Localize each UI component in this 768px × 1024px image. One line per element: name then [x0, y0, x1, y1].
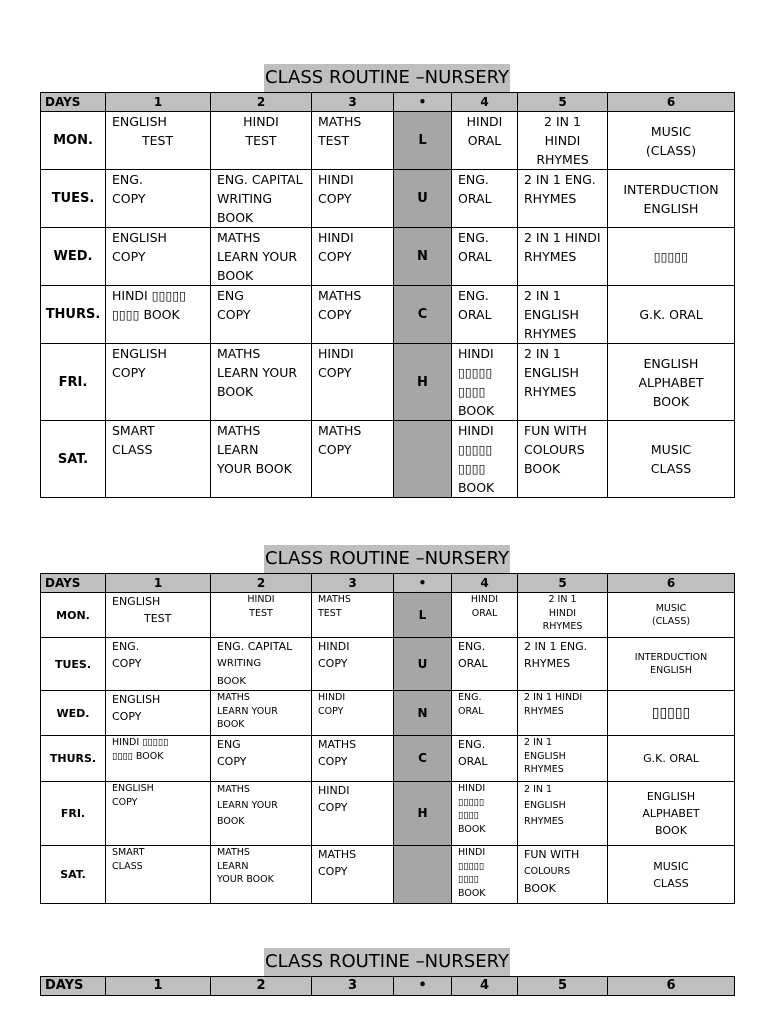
table-row: [41, 112, 735, 170]
period-cell: MUSIC CLASS: [608, 421, 735, 498]
period-cell: ENG. COPY: [106, 170, 211, 228]
period-cell: HINDI TEST: [211, 593, 312, 638]
period-cell: ENG. ORAL: [452, 170, 518, 228]
period-cell: MATHS LEARN YOUR BOOK: [211, 691, 312, 736]
period-cell: HINDI ▯▯▯▯▯ ▯▯▯▯ BOOK: [452, 846, 518, 904]
period-cell: 2 IN 1 HINDI RHYMES: [518, 691, 608, 736]
day-cell: FRI.: [41, 782, 106, 846]
period-cell: 2 IN 1 ENG. RHYMES: [518, 170, 608, 228]
header-period-5: 5: [518, 574, 608, 593]
period-cell: HINDI ▯▯▯▯▯ ▯▯▯▯ BOOK: [106, 286, 211, 344]
period-cell: ENGLISH TEST: [106, 593, 211, 638]
day-cell: TUES.: [41, 170, 106, 228]
header-period-6: 6: [608, 93, 735, 112]
period-cell: HINDI COPY: [312, 782, 394, 846]
period-cell: MATHS LEARN YOUR BOOK: [211, 782, 312, 846]
header-period-4: 4: [452, 93, 518, 112]
period-cell: ENG. CAPITAL WRITING BOOK: [211, 170, 312, 228]
lunch-cell: [394, 421, 452, 498]
routine-title: CLASS ROUTINE –NURSERY: [264, 545, 510, 573]
routine-title: CLASS ROUTINE –NURSERY: [264, 948, 510, 976]
period-cell: ENG. ORAL: [452, 736, 518, 782]
period-cell: MUSIC CLASS: [608, 846, 735, 904]
period-cell: HINDI COPY: [312, 638, 394, 691]
period-cell: 2 IN 1 ENG. RHYMES: [518, 638, 608, 691]
day-cell: WED.: [41, 228, 106, 286]
period-cell: 2 IN 1 HINDI RHYMES: [518, 228, 608, 286]
period-cell: INTERDUCTION ENGLISH: [608, 638, 735, 691]
header-row: [41, 574, 735, 593]
table-row: [41, 286, 735, 344]
period-cell: ENGLISH ALPHABET BOOK: [608, 344, 735, 421]
period-cell: ENG COPY: [211, 736, 312, 782]
routine-table-1: [40, 64, 734, 498]
period-cell: ▯▯▯▯▯: [608, 228, 735, 286]
period-cell: ENGLISH COPY: [106, 228, 211, 286]
day-cell: FRI.: [41, 344, 106, 421]
lunch-cell: U: [394, 638, 452, 691]
header-lunch-bullet: •: [394, 977, 452, 996]
period-cell: HINDI COPY: [312, 228, 394, 286]
header-period-1: 1: [106, 93, 211, 112]
period-cell: MUSIC (CLASS): [608, 112, 735, 170]
table-row: [41, 228, 735, 286]
period-cell: HINDI COPY: [312, 170, 394, 228]
routine-grid: [40, 92, 735, 498]
period-cell: HINDI ORAL: [452, 593, 518, 638]
table-row: [41, 638, 735, 691]
period-cell: ENGLISH COPY: [106, 782, 211, 846]
header-days: DAYS: [41, 574, 106, 593]
period-cell: 2 IN 1 ENGLISH RHYMES: [518, 286, 608, 344]
period-cell: ENG. ORAL: [452, 691, 518, 736]
period-cell: ENGLISH COPY: [106, 691, 211, 736]
period-cell: MATHS COPY: [312, 736, 394, 782]
period-cell: ENG. COPY: [106, 638, 211, 691]
day-cell: SAT.: [41, 846, 106, 904]
period-cell: HINDI ORAL: [452, 112, 518, 170]
period-cell: 2 IN 1 ENGLISH RHYMES: [518, 344, 608, 421]
header-days: DAYS: [41, 93, 106, 112]
header-period-3: 3: [312, 977, 394, 996]
period-cell: MATHS TEST: [312, 593, 394, 638]
header-period-6: 6: [608, 977, 735, 996]
header-row: [41, 977, 735, 996]
header-period-2: 2: [211, 574, 312, 593]
header-period-3: 3: [312, 93, 394, 112]
table-row: [41, 593, 735, 638]
period-cell: G.K. ORAL: [608, 736, 735, 782]
period-cell: MATHS COPY: [312, 421, 394, 498]
period-cell: HINDI ▯▯▯▯▯ ▯▯▯▯ BOOK: [106, 736, 211, 782]
period-cell: MATHS LEARN YOUR BOOK: [211, 421, 312, 498]
period-cell: INTERDUCTION ENGLISH: [608, 170, 735, 228]
header-days: DAYS: [41, 977, 106, 996]
lunch-cell: L: [394, 593, 452, 638]
period-cell: G.K. ORAL: [608, 286, 735, 344]
period-cell: ENG. ORAL: [452, 638, 518, 691]
header-period-1: 1: [106, 574, 211, 593]
period-cell: FUN WITH COLOURS BOOK: [518, 846, 608, 904]
header-period-5: 5: [518, 977, 608, 996]
day-cell: THURS.: [41, 736, 106, 782]
lunch-cell: U: [394, 170, 452, 228]
routine-grid: [40, 573, 735, 904]
period-cell: MATHS COPY: [312, 286, 394, 344]
header-period-2: 2: [211, 93, 312, 112]
routine-grid: [40, 976, 735, 996]
header-period-5: 5: [518, 93, 608, 112]
header-period-3: 3: [312, 574, 394, 593]
period-cell: ENGLISH TEST: [106, 112, 211, 170]
period-cell: ENG. ORAL: [452, 286, 518, 344]
header-period-4: 4: [452, 977, 518, 996]
routine-table-3: [40, 948, 734, 996]
table-row: [41, 782, 735, 846]
period-cell: 2 IN 1 ENGLISH RHYMES: [518, 782, 608, 846]
period-cell: MUSIC (CLASS): [608, 593, 735, 638]
header-row: [41, 93, 735, 112]
day-cell: TUES.: [41, 638, 106, 691]
period-cell: 2 IN 1 HINDI RHYMES: [518, 112, 608, 170]
header-lunch-bullet: •: [394, 93, 452, 112]
lunch-cell: H: [394, 344, 452, 421]
period-cell: ▯▯▯▯▯: [608, 691, 735, 736]
header-period-6: 6: [608, 574, 735, 593]
period-cell: HINDI ▯▯▯▯▯ ▯▯▯▯ BOOK: [452, 344, 518, 421]
period-cell: SMART CLASS: [106, 846, 211, 904]
period-cell: ENG. CAPITAL WRITING BOOK: [211, 638, 312, 691]
period-cell: HINDI ▯▯▯▯▯ ▯▯▯▯ BOOK: [452, 782, 518, 846]
period-cell: HINDI COPY: [312, 691, 394, 736]
header-period-2: 2: [211, 977, 312, 996]
header-period-1: 1: [106, 977, 211, 996]
lunch-cell: N: [394, 691, 452, 736]
table-row: [41, 421, 735, 498]
period-cell: 2 IN 1 ENGLISH RHYMES: [518, 736, 608, 782]
day-cell: WED.: [41, 691, 106, 736]
day-cell: SAT.: [41, 421, 106, 498]
lunch-cell: [394, 846, 452, 904]
period-cell: MATHS LEARN YOUR BOOK: [211, 228, 312, 286]
period-cell: HINDI ▯▯▯▯▯ ▯▯▯▯ BOOK: [452, 421, 518, 498]
period-cell: MATHS LEARN YOUR BOOK: [211, 846, 312, 904]
period-cell: FUN WITH COLOURS BOOK: [518, 421, 608, 498]
period-cell: SMART CLASS: [106, 421, 211, 498]
period-cell: MATHS TEST: [312, 112, 394, 170]
period-cell: ENGLISH COPY: [106, 344, 211, 421]
period-cell: MATHS LEARN YOUR BOOK: [211, 344, 312, 421]
day-cell: THURS.: [41, 286, 106, 344]
day-cell: MON.: [41, 112, 106, 170]
lunch-cell: N: [394, 228, 452, 286]
period-cell: MATHS COPY: [312, 846, 394, 904]
header-lunch-bullet: •: [394, 574, 452, 593]
period-cell: ENGLISH ALPHABET BOOK: [608, 782, 735, 846]
routine-title: CLASS ROUTINE –NURSERY: [264, 64, 510, 92]
period-cell: 2 IN 1 HINDI RHYMES: [518, 593, 608, 638]
lunch-cell: C: [394, 736, 452, 782]
period-cell: ENG. ORAL: [452, 228, 518, 286]
lunch-cell: H: [394, 782, 452, 846]
header-period-4: 4: [452, 574, 518, 593]
routine-table-2: [40, 545, 734, 904]
table-row: [41, 344, 735, 421]
period-cell: ENG COPY: [211, 286, 312, 344]
lunch-cell: L: [394, 112, 452, 170]
table-row: [41, 691, 735, 736]
table-row: [41, 846, 735, 904]
period-cell: HINDI TEST: [211, 112, 312, 170]
table-row: [41, 170, 735, 228]
day-cell: MON.: [41, 593, 106, 638]
period-cell: HINDI COPY: [312, 344, 394, 421]
table-row: [41, 736, 735, 782]
lunch-cell: C: [394, 286, 452, 344]
